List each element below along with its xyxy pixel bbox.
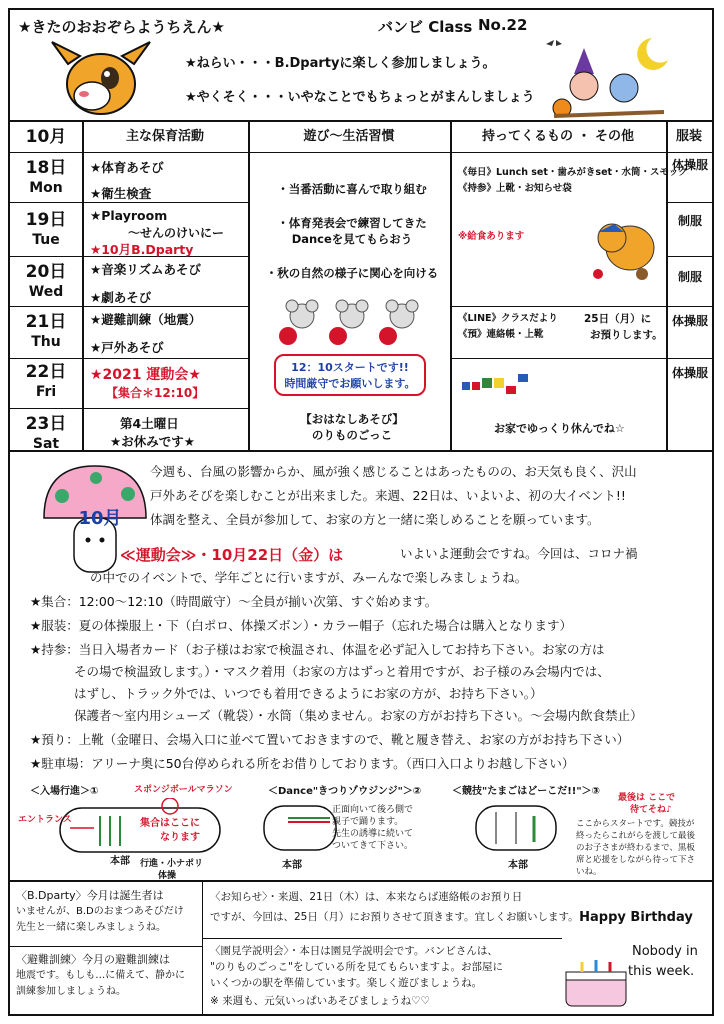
activity-item: ★お休みです★ bbox=[110, 434, 195, 449]
day-cell bbox=[10, 210, 82, 250]
row-divider bbox=[10, 152, 712, 153]
school-name: ★きたのおおぞらようちえん★ bbox=[18, 18, 225, 36]
start-time-bubble bbox=[274, 354, 426, 396]
day-date: 19日 bbox=[25, 210, 67, 230]
dance-diagram-label: ＜Dance"きつりゾウジンジ"＞② bbox=[268, 786, 422, 797]
day-cell bbox=[10, 362, 82, 402]
play-item: ・体育発表会で練習してきた bbox=[277, 216, 427, 230]
play-item: ・秋の自然の様子に関心を向ける bbox=[265, 266, 439, 280]
clothes-line: ★服装：夏の体操服上・下（白ポロ、体操ズボン）・カラー帽子（忘れた場合は購入となります） bbox=[30, 618, 572, 633]
day-date: 21日 bbox=[25, 312, 67, 332]
race-diagram-label: ＜競技"たまごはどーこだ!!"＞③ bbox=[452, 786, 601, 797]
col-divider bbox=[248, 122, 250, 450]
day-of-week: Wed bbox=[28, 284, 64, 300]
return-date-note: 25日（月）に bbox=[584, 313, 652, 325]
newsletter-page bbox=[8, 8, 714, 1016]
race-note: 待てそね♪ bbox=[630, 805, 672, 815]
lunch-note: ※給食あります bbox=[458, 231, 525, 242]
footer-divider bbox=[202, 882, 203, 1014]
halloween-witch-illustration bbox=[544, 34, 672, 120]
event-text: いよいよ運動会ですね。今回は、コロナ禍 bbox=[400, 546, 638, 561]
row-divider bbox=[10, 202, 248, 203]
bring-items: 《持参》上靴・お知らせ袋 bbox=[458, 183, 572, 194]
bdparty-note: いませんが、B.Dのおまつあそびだけ bbox=[16, 906, 184, 917]
activity-item: ★戸外あそび bbox=[90, 340, 164, 355]
evac-note: 〈避難訓練〉今月の避難訓練は bbox=[16, 953, 170, 966]
bubble-line: 12：10スタートです!! bbox=[291, 361, 409, 374]
day-cell bbox=[10, 414, 82, 454]
row-divider bbox=[10, 358, 248, 359]
gather-time: 【集合＊12:10】 bbox=[106, 386, 205, 400]
activity-item: ★音楽リズムあそび bbox=[90, 262, 201, 277]
class-label: バンビ Class bbox=[378, 18, 473, 36]
return-date-note: お預りします。 bbox=[590, 329, 663, 341]
day-cell bbox=[10, 262, 82, 302]
honbu-label: 本部 bbox=[110, 856, 130, 867]
bubble-line: 時間厳守でお願いします。 bbox=[284, 377, 416, 390]
notice-note: 〈お知らせ〉・来週、21日（木）は、本来ならば連絡帳のお預り日 bbox=[210, 891, 523, 903]
play-item: ・当番活動に喜んで取り組む bbox=[277, 182, 427, 196]
dance-note: 親子で踊ります。 bbox=[332, 817, 404, 827]
uniform-cell: 制服 bbox=[677, 270, 702, 284]
play-item: 【おはなしあそび】 bbox=[300, 412, 404, 426]
row-divider bbox=[10, 408, 248, 409]
row-divider bbox=[450, 306, 712, 307]
bring-line: その場で検温致します。）・マスク着用（お家の方はずっと着用ですが、お子様のみ会場内では、 bbox=[74, 664, 610, 679]
order-label: 行進・小ナポリ bbox=[140, 859, 204, 869]
flag-bunting-illustration bbox=[460, 372, 540, 400]
uniform-cell: 制服 bbox=[677, 214, 702, 228]
bring-header: 持ってくるもの ・ その他 bbox=[481, 129, 635, 144]
evac-note: 地震です。もしも…に備えて、静かに bbox=[16, 970, 185, 981]
school-tour-note: 〈園見学説明会〉・本日は園見学説明会です。バンビさんは、 bbox=[210, 945, 498, 957]
closing-note: ※ 来週も、元気いっぱいあそびましょうね♡♡ bbox=[210, 995, 430, 1007]
footer-divider bbox=[202, 938, 562, 939]
sports-day-heading: ≪運動会≫・10月22日（金）は bbox=[120, 546, 344, 564]
nobody-note: this week. bbox=[628, 964, 695, 979]
activity-item: 第4土曜日 bbox=[120, 416, 179, 431]
row-divider bbox=[666, 202, 712, 203]
row-divider bbox=[666, 256, 712, 257]
day-of-week: Mon bbox=[29, 180, 63, 196]
intro-line: 今週も、台風の影響からか、風が強く感じることはあったものの、お天気も良く、沢山 bbox=[150, 464, 637, 479]
intro-line: 体調を整え、全員が参加して、お家の方と一緒に楽しめることを願っています。 bbox=[150, 512, 600, 527]
aim-text: ★ねらい・・・B.Dpartyに楽しく参加しましょう。 bbox=[185, 56, 496, 71]
day-of-week: Thu bbox=[31, 334, 61, 350]
day-cell bbox=[10, 312, 82, 352]
entrance-label: エントランス bbox=[18, 815, 72, 825]
squirrel-acorn-illustration bbox=[584, 214, 660, 284]
uniform-header: 服装 bbox=[675, 129, 702, 144]
line-notice: 《LINE》クラスだより bbox=[458, 313, 558, 324]
honbu-label: 本部 bbox=[282, 860, 302, 871]
sponge-ball-label: スポンジボールマラソン bbox=[134, 785, 233, 795]
activity-item: ★避難訓練（地震） bbox=[90, 312, 202, 327]
dance-note: 先生の誘導に続いて bbox=[332, 829, 414, 839]
uniform-cell: 体操服 bbox=[671, 158, 708, 172]
activities-header: 主な保育活動 bbox=[125, 129, 204, 144]
issue-number: No.22 bbox=[478, 16, 528, 34]
entry-diagram-label: ＜入場行進＞① bbox=[30, 786, 99, 797]
happy-birthday-title: Happy Birthday bbox=[579, 910, 693, 925]
weekly-schedule-table bbox=[10, 122, 712, 452]
activity-item: ★Playroom bbox=[90, 208, 168, 223]
play-item: Danceを見てもらおう bbox=[291, 232, 413, 246]
uniform-cell: 体操服 bbox=[671, 314, 708, 328]
day-of-week: Tue bbox=[32, 232, 60, 248]
school-tour-note: いくつかの駅を準備しています。楽しく遊びましょうね。 bbox=[210, 977, 483, 989]
activity-item: ★10月B.Dparty bbox=[90, 242, 194, 257]
deposit-line: ★預り：上靴（金曜日、会場入口に並べて置いておきますので、靴と履き替え、お家の方がお持ち下さい） bbox=[30, 732, 630, 747]
race-note: 最後は ここで bbox=[618, 793, 676, 803]
play-item: のりものごっこ bbox=[311, 428, 393, 442]
school-tour-note: "のりものごっこ"をしている所を見てもらいますよ。お部屋に bbox=[210, 961, 503, 973]
rest-note: お家でゆっくり休んでね☆ bbox=[494, 422, 625, 435]
gather-here-label: なります bbox=[160, 832, 200, 843]
mice-apples-illustration bbox=[272, 294, 432, 350]
header bbox=[10, 10, 712, 122]
activity-item: ★衛生検査 bbox=[90, 186, 152, 201]
race-start-note: ここからスタートです。競技が終ったらこれがらを渡して最後のお子さまが終わるまで、黒板席と応援をしながら待って下さいね。 bbox=[576, 819, 696, 877]
dance-note: ついてきて下さい。 bbox=[332, 841, 414, 851]
activity-item: ★劇あそび bbox=[90, 290, 152, 305]
day-of-week: Sat bbox=[32, 436, 60, 452]
day-date: 23日 bbox=[25, 414, 67, 434]
notice-note: ですが、今回は、25日（月）にお預りさせて頂きます。宜しくお願いします。 bbox=[210, 911, 579, 923]
day-of-week: Fri bbox=[35, 384, 57, 400]
bring-line: 保護者～室内用シューズ（靴袋）・水筒（集めません。お家の方がお持ち下さい。～会場内飲食禁止） bbox=[74, 708, 643, 723]
sports-day-title: ★2021 運動会★ bbox=[90, 367, 201, 383]
activity-subitem: ～せんのけいにー bbox=[128, 226, 225, 240]
intro-line: 戸外あそびを楽しむことが出来ました。来週、22日は、いよいよ、初の大イベント!! bbox=[150, 488, 626, 503]
day-cell bbox=[10, 158, 82, 198]
bring-daily: 《毎日》Lunch set・歯みがきset・水筒・スモック bbox=[458, 167, 688, 178]
activity-item: ★体育あそび bbox=[90, 160, 164, 175]
order-label: 体操 bbox=[158, 871, 177, 881]
deposit-notice: 《預》連絡帳・上靴 bbox=[458, 329, 544, 340]
evac-note: 訓練参加しましょうね。 bbox=[16, 986, 126, 997]
event-text: の中でのイベントで、学年ごとに行いますが、みーんなで楽しみましょうね。 bbox=[90, 570, 528, 585]
play-header: 遊び～生活習慣 bbox=[303, 129, 395, 144]
nobody-note: Nobody in bbox=[632, 944, 698, 959]
bring-line: ★持参：当日入場者カード（お子様はお家で検温され、体温を必ず記入してお持ち下さい。お家の方は bbox=[30, 642, 605, 657]
day-date: 18日 bbox=[25, 158, 67, 178]
row-divider bbox=[10, 306, 248, 307]
day-date: 20日 bbox=[25, 262, 67, 282]
col-divider bbox=[450, 122, 452, 450]
teacher-message bbox=[10, 452, 712, 882]
honbu-label: 本部 bbox=[508, 860, 528, 871]
dance-note: 正面向いて後ろ側で bbox=[332, 805, 414, 815]
footer-notes bbox=[10, 882, 712, 1014]
promise-text: ★やくそく・・・いやなことでもちょっとがまんしましょう bbox=[185, 90, 535, 105]
uniform-cell: 体操服 bbox=[671, 366, 708, 380]
month-badge-text: 10月 bbox=[78, 508, 122, 529]
bdparty-note: 〈B.Dparty〉今月は誕生者は bbox=[16, 889, 164, 902]
parking-line: ★駐車場：アリーナ奥に50台停められる所をお借りしております。（西口入口よりお越し下さい） bbox=[30, 756, 575, 771]
day-date: 22日 bbox=[25, 362, 67, 382]
footer-divider bbox=[10, 946, 202, 947]
row-divider bbox=[450, 358, 712, 359]
bring-line: はずし、トラック外では、いつでも着用できるようにお家の方が、お持ち下さい。） bbox=[74, 686, 543, 701]
deer-mascot-illustration bbox=[46, 34, 156, 118]
bdparty-note: 先生と一緒に楽しみましょうね。 bbox=[16, 922, 166, 933]
gather-here-label: 集合はここに bbox=[140, 818, 200, 829]
month-header: 10月 bbox=[25, 127, 67, 147]
gather-line: ★集合：12:00～12:10（時間厳守）～全員が揃い次第、すぐ始めます。 bbox=[30, 594, 438, 609]
col-divider bbox=[82, 122, 84, 450]
